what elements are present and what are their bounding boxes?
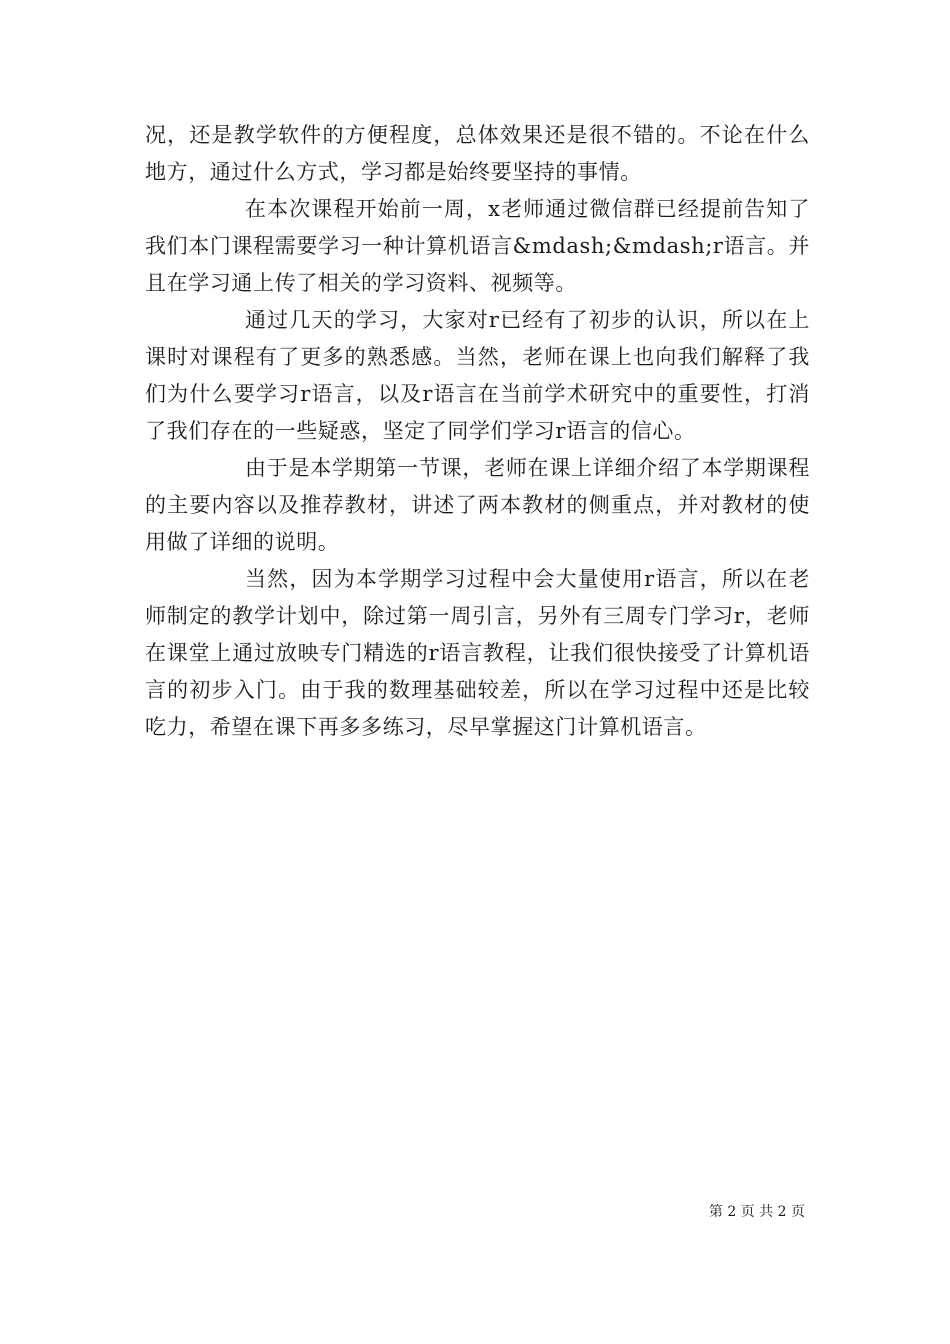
paragraph-learning-r: 通过几天的学习，大家对r已经有了初步的认识，所以在上课时对课程有了更多的熟悉感。当然，老师在课上也向我们解释了我们为什么要学习r语言，以及r语言在当前学术研究中的重要性，打消了我们存在的一些疑惑，坚定了同学们学习r语言的信心。 (145, 308, 810, 443)
paragraph-continuation: 况，还是教学软件的方便程度，总体效果还是很不错的。不论在什么地方，通过什么方式，学习都是始终要坚持的事情。 (145, 123, 810, 184)
document-body (145, 117, 810, 746)
paragraph-first-lesson: 由于是本学期第一节课，老师在课上详细介绍了本学期课程的主要内容以及推荐教材，讲述了两本教材的侧重点，并对教材的使用做了详细的说明。 (145, 456, 810, 554)
page-number: 第 2 页 共 2 页 (708, 1204, 805, 1220)
paragraph-teaching-plan: 当然，因为本学期学习过程中会大量使用r语言，所以在老师制定的教学计划中，除过第一周引言，另外有三周专门学习r，老师在课堂上通过放映专门精选的r语言教程，让我们很快接受了计算机语言的初步入门。由于我的数理基础较差，所以在学习过程中还是比较吃力，希望在课下再多多练习，尽早掌握这门计算机语言。 (145, 567, 810, 739)
paragraph-course-notice: 在本次课程开始前一周，x老师通过微信群已经提前告知了我们本门课程需要学习一种计算机语言&mdash;&mdash;r语言。并且在学习通上传了相关的学习资料、视频等。 (145, 197, 810, 295)
